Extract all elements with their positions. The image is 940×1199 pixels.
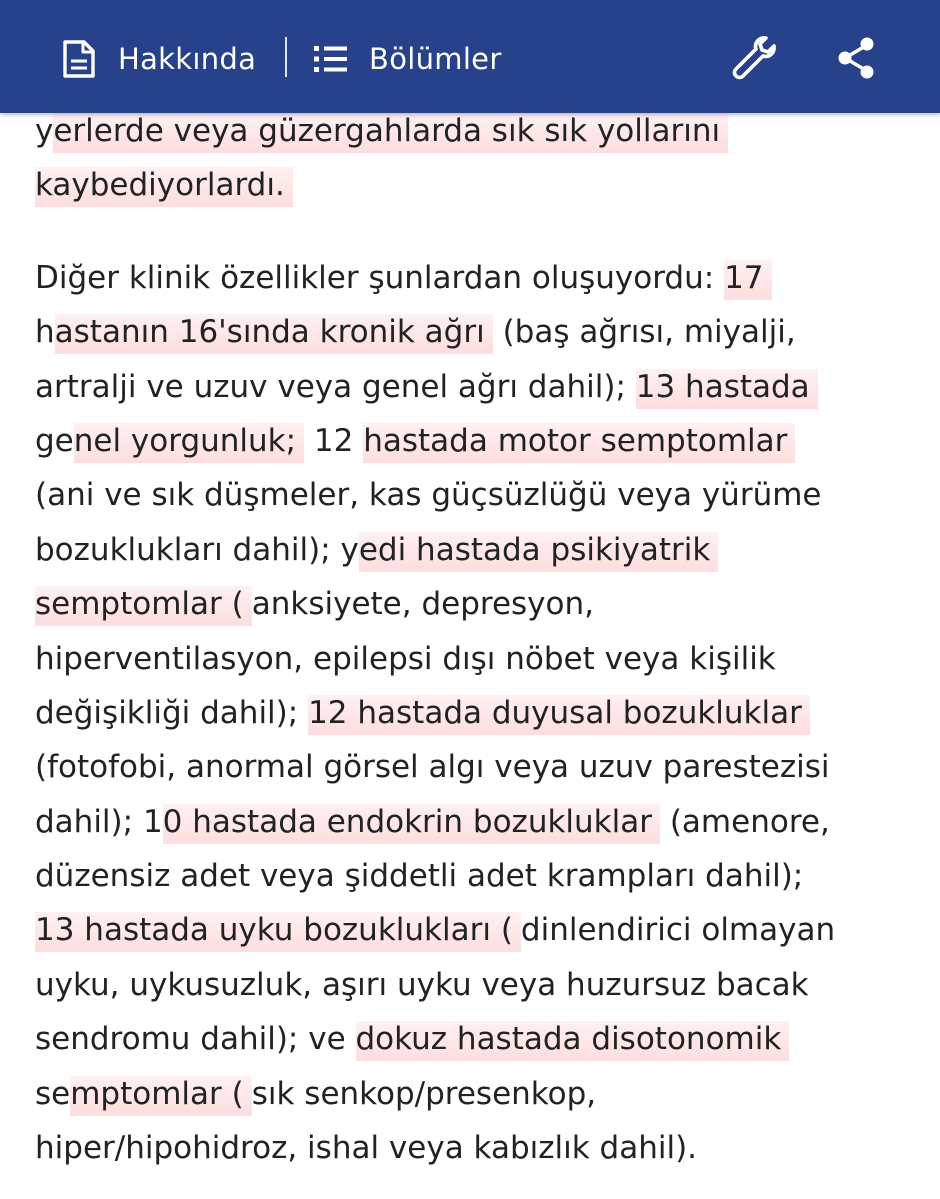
highlighted-text: semptomlar (: [35, 586, 252, 626]
about-button[interactable]: [62, 36, 256, 82]
body-text: hiper/hipohidroz, ishal veya kabızlık dahil).: [35, 1130, 698, 1167]
body-text: anksiyete, depresyon,: [251, 586, 594, 623]
text-line: [35, 577, 915, 631]
text-line: [35, 1012, 915, 1066]
text-line: [35, 523, 915, 577]
body-text: Diğer klinik özellikler şunlardan oluşuyordu:: [35, 259, 725, 296]
body-text: se: [35, 1075, 71, 1112]
body-text: dahil); 1: [35, 803, 163, 840]
highlighted-text: nel yorgunluk;: [74, 423, 304, 463]
body-text: dinlendirici olmayan: [520, 912, 836, 949]
highlighted-text: erlerde veya güzergahlarda sık sık yollarını: [53, 113, 728, 153]
list-icon: [314, 44, 348, 74]
body-text: hiperventilasyon, epilepsi dışı nöbet veya kişilik: [35, 640, 776, 677]
text-line: [35, 305, 915, 359]
body-text: y: [35, 113, 54, 149]
highlighted-text: 0 hastada endokrin bozukluklar: [163, 804, 660, 844]
sections-label: Bölümler: [369, 42, 502, 76]
paragraph-wayfinding: [35, 104, 915, 213]
article-body: [35, 104, 915, 1175]
wrench-icon[interactable]: [730, 34, 778, 82]
body-text: (amenore,: [659, 803, 830, 840]
text-line: [35, 468, 915, 522]
highlighted-text: 13 hastada uyku bozuklukları (: [35, 912, 521, 952]
text-line: [35, 360, 915, 414]
highlighted-text: dokuz hastada disotonomik: [356, 1021, 790, 1061]
text-line: [35, 958, 915, 1012]
body-text: (fotofobi, anormal görsel algı veya uzuv parestezisi: [35, 749, 830, 786]
body-text: değişikliği dahil);: [35, 694, 309, 731]
document-icon: [62, 39, 96, 79]
about-label: Hakkında: [118, 42, 257, 76]
header-divider: [285, 37, 287, 77]
highlighted-text: 17: [724, 260, 771, 300]
text-line: [35, 686, 915, 740]
highlighted-text: edi hastada psikiyatrik: [359, 532, 719, 572]
highlighted-text: hastada motor semptomlar: [363, 423, 795, 463]
body-text: sık senkop/presenkop,: [251, 1075, 597, 1112]
body-text: artralji ve uzuv veya genel ağrı dahil);: [35, 368, 636, 405]
paragraph-clinical-features: [35, 251, 915, 1176]
text-line: [35, 795, 915, 849]
text-line: [35, 849, 915, 903]
body-text: (baş ağrısı, miyalji,: [492, 314, 796, 351]
text-line: [35, 1067, 915, 1121]
text-line: [35, 158, 915, 212]
body-text: 12: [304, 422, 364, 459]
body-text: ge: [35, 422, 74, 459]
body-text: düzensiz adet veya şiddetli adet krampları dahil);: [35, 858, 804, 895]
body-text: h: [35, 314, 55, 351]
sections-button[interactable]: [314, 36, 502, 82]
highlighted-text: kaybediyorlardı.: [35, 167, 293, 207]
text-line: [35, 251, 915, 305]
text-line: [35, 414, 915, 468]
app-header: [0, 0, 940, 113]
body-text: uyku, uykusuzluk, aşırı uyku veya huzursuz bacak: [35, 966, 809, 1003]
text-line: [35, 740, 915, 794]
text-line: [35, 632, 915, 686]
text-line: [35, 903, 915, 957]
highlighted-text: 13 hastada: [636, 369, 818, 409]
highlighted-text: 12 hastada duyusal bozukluklar: [308, 695, 810, 735]
share-icon[interactable]: [835, 36, 883, 84]
highlighted-text: mptomlar (: [70, 1076, 252, 1116]
highlighted-text: astanın 16'sında kronik ağrı: [55, 314, 493, 354]
body-text: (ani ve sık düşmeler, kas güçsüzlüğü veya yürüme: [35, 477, 822, 514]
body-text: bozuklukları dahil); y: [35, 531, 359, 568]
body-text: sendromu dahil); ve: [35, 1021, 356, 1058]
text-line: [35, 1121, 915, 1175]
